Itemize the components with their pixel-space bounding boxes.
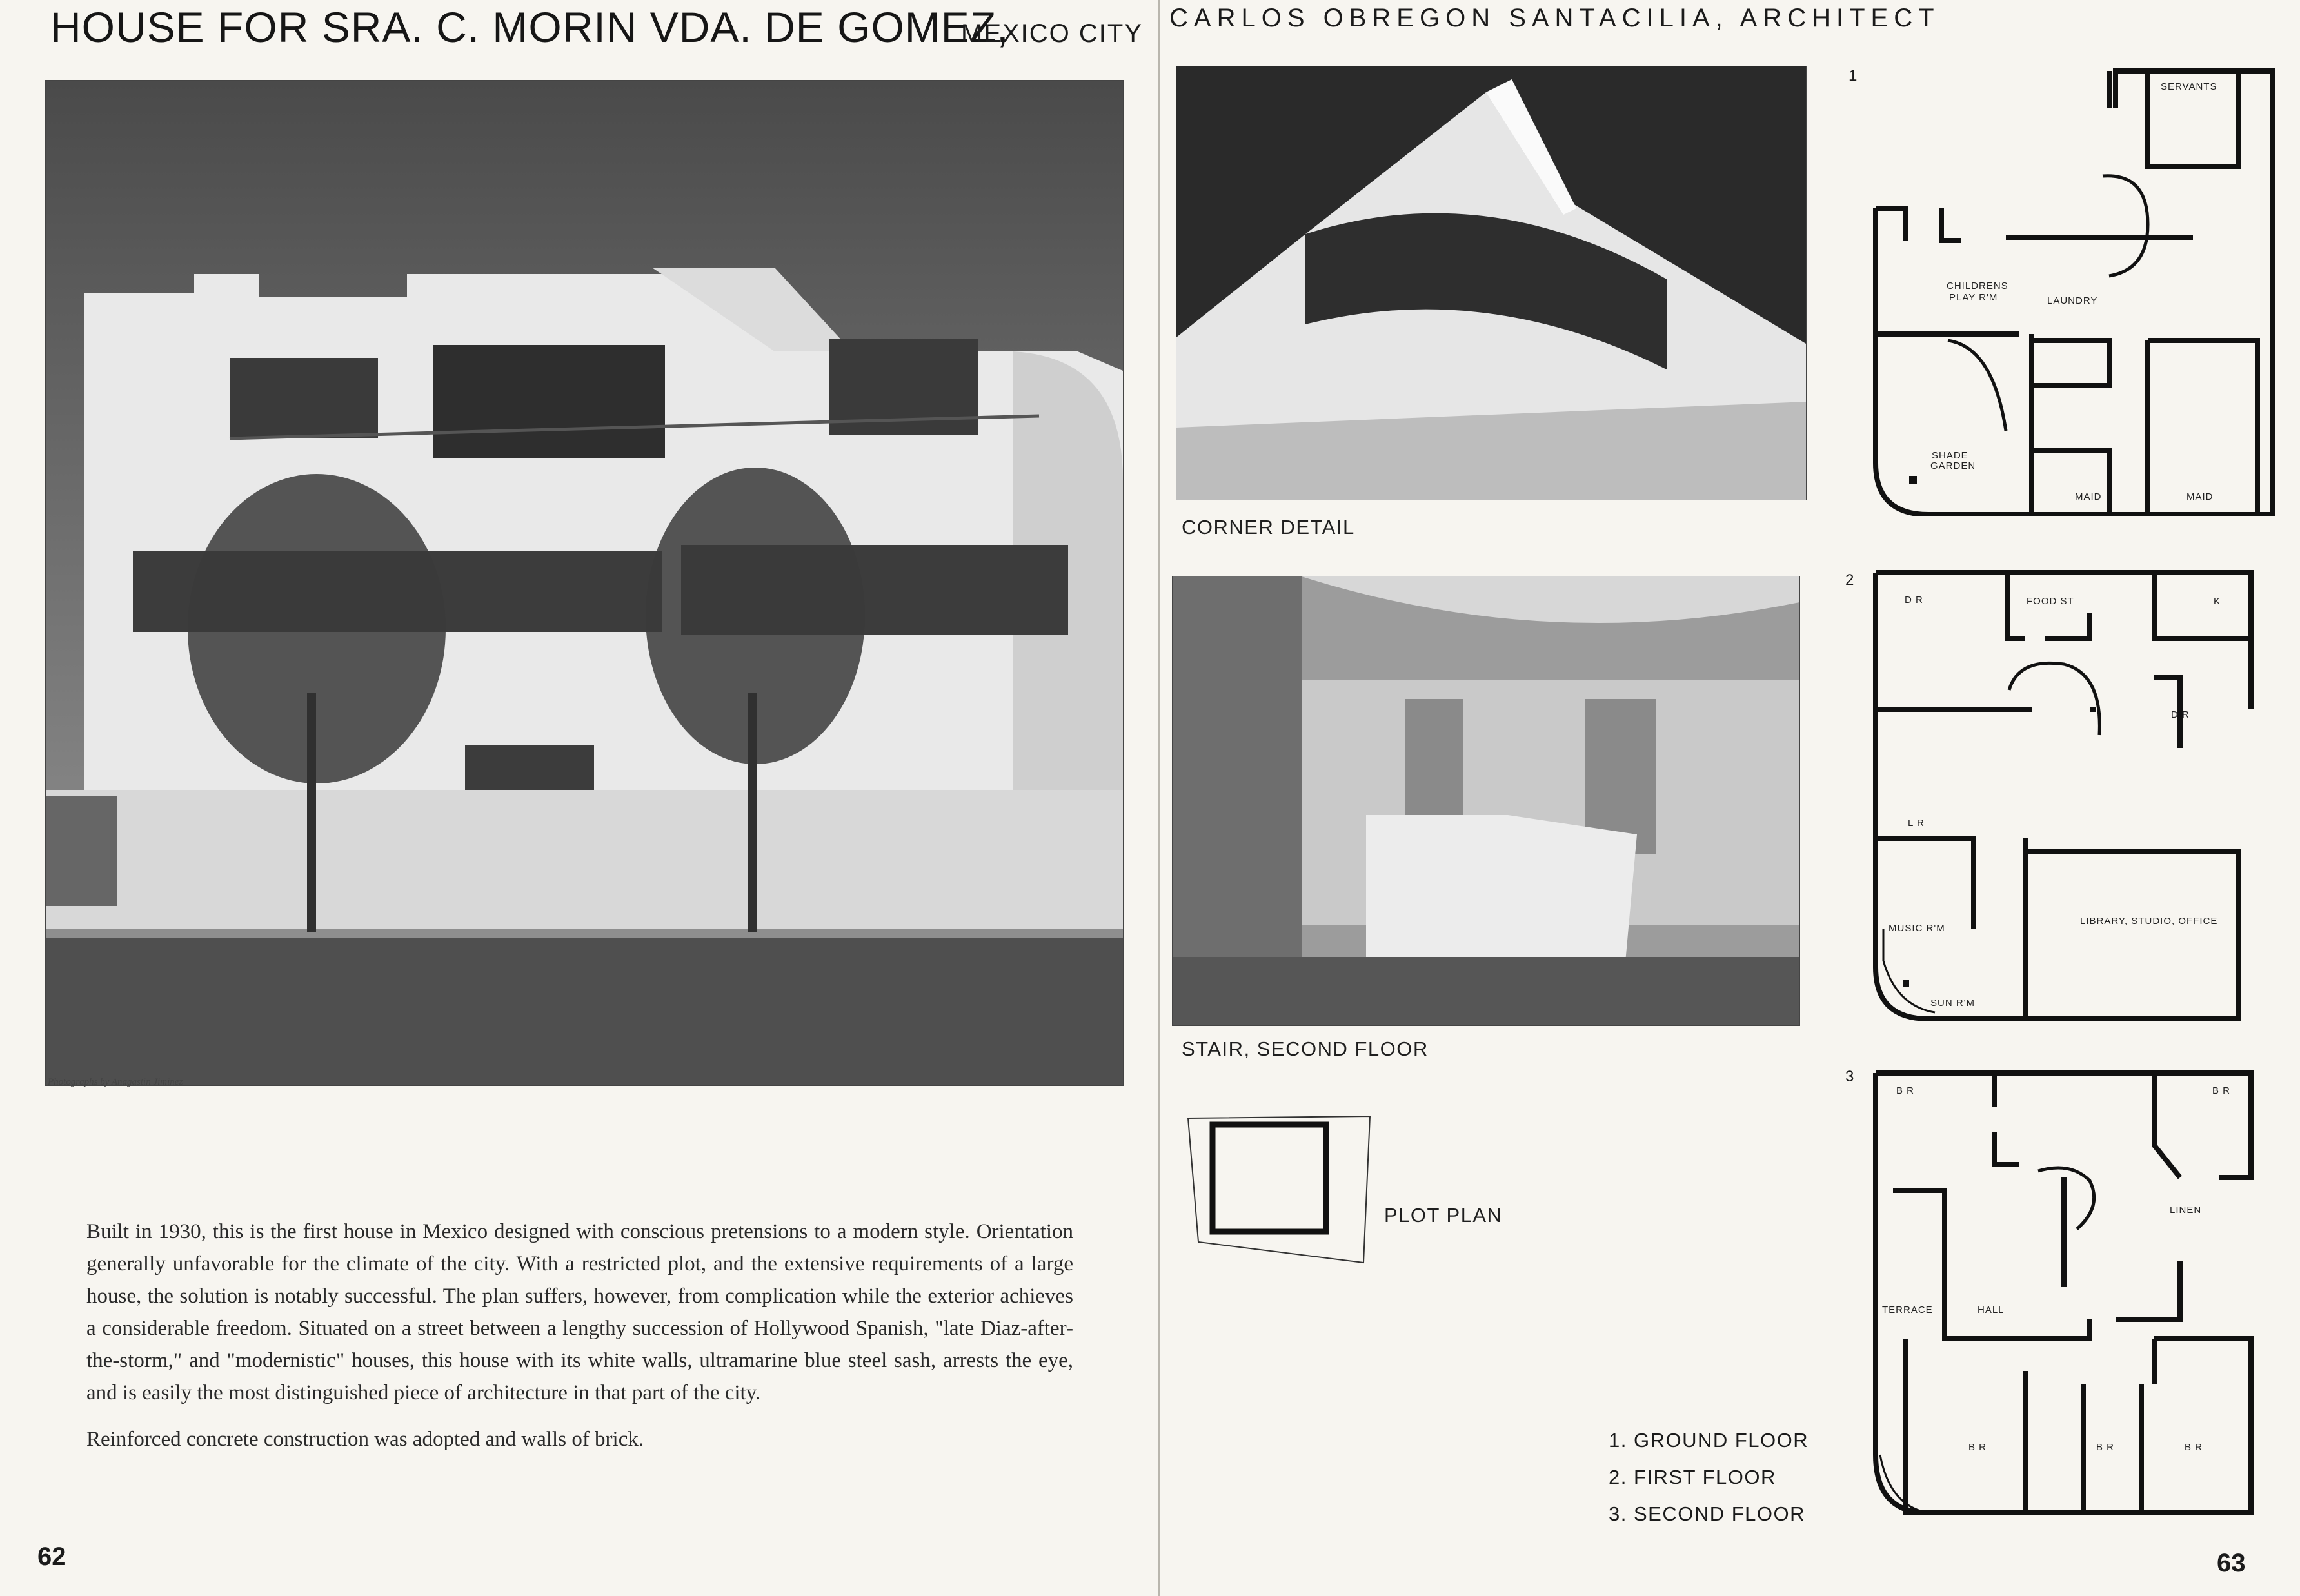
legend-item: 1. GROUND FLOOR [1609,1429,1809,1452]
corner-detail-caption: CORNER DETAIL [1182,516,1355,538]
plan-number: 2 [1845,571,1854,589]
plot-plan-caption: PLOT PLAN [1384,1204,1503,1227]
room-label: B R [1896,1085,1915,1096]
room-label: L R [1908,818,1925,829]
room-label: LINEN [2170,1205,2202,1216]
legend-item: 3. SECOND FLOOR [1609,1502,1805,1525]
room-label: LIBRARY, STUDIO, OFFICE [2080,916,2218,927]
page-title: HOUSE FOR SRA. C. MORIN VDA. DE GOMEZ, [50,3,1009,51]
room-label: FOOD ST [2027,596,2074,607]
stair-photo [1172,576,1800,1026]
room-label: GARDEN [1930,460,1976,471]
ground-floor-plan [1870,63,2279,516]
room-label: LAUNDRY [2047,295,2098,306]
room-label: MAID [2075,491,2102,502]
room-label: B R [2096,1442,2115,1453]
room-label: SUN R'M [1930,998,1976,1009]
plot-plan-diagram [1185,1113,1373,1268]
first-floor-plan [1870,567,2257,1025]
room-label: K [2214,596,2221,607]
room-label: B R [1968,1442,1987,1453]
plan-number: 1 [1849,67,1858,84]
photo-credit: Photographs by Anagastin Jiminez [48,1077,183,1087]
room-label: SHADE [1932,450,1968,461]
room-label: D R [2171,709,2190,720]
page-number-right: 63 [2217,1549,2246,1577]
house-exterior-photo [45,80,1124,1086]
room-label: SERVANTS [2161,81,2217,92]
article-paragraph: Built in 1930, this is the first house in Mexico designed with conscious pretensions to a modern style. Orientation generally unfavorable for the climate of the city. With a restricted plot, and the extensive requirements of a large house, the solution is notably successful. The plan suffers, however, from complication while the exterior achieves a considerable freedom. Situated on a street between a lengthy succession of Hollywood Spanish, "late Diaz-after-the-storm," and "modernistic" houses, this house with its white walls, ultramarine blue steel sash, arrests the eye, and is easily the most distinguished piece of architecture in that part of the city. [86,1220,1073,1404]
spread-gutter [1158,0,1160,1596]
article-paragraph: Reinforced concrete construction was adopted and walls of brick. [86,1428,644,1451]
plan-legend [1609,1422,1809,1532]
plan-number: 3 [1845,1068,1854,1085]
architect-credit: CARLOS OBREGON SANTACILIA, ARCHITECT [1169,4,1940,32]
room-label: B R [2212,1085,2231,1096]
room-label: HALL [1978,1305,2005,1315]
room-label: MUSIC R'M [1889,923,1945,934]
corner-detail-photo [1176,66,1807,500]
room-label: TERRACE [1882,1305,1933,1315]
room-label: MAID [2186,491,2214,502]
room-label: B R [2185,1442,2203,1453]
page-number-left: 62 [37,1542,66,1571]
legend-item: 2. FIRST FLOOR [1609,1466,1776,1488]
article-body [86,1216,1073,1470]
room-label: PLAY R'M [1949,292,1998,303]
room-label: D R [1905,595,1923,606]
room-label: CHILDRENS [1947,281,2008,291]
title-location: MEXICO CITY [961,19,1144,48]
stair-caption: STAIR, SECOND FLOOR [1182,1038,1429,1060]
